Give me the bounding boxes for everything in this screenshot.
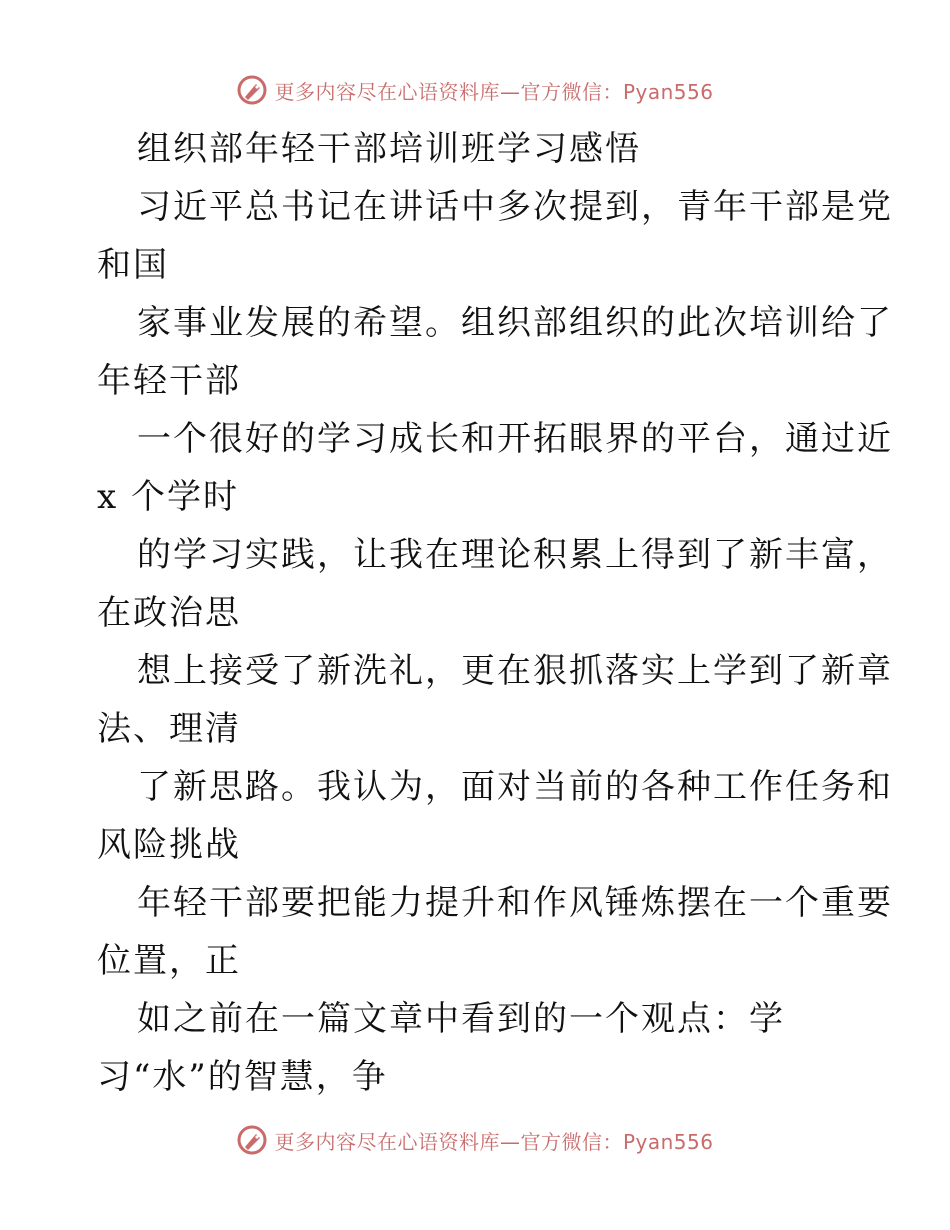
pen-nib-icon	[236, 1124, 268, 1156]
document-body	[97, 120, 893, 1106]
text-line: 的学习实践，让我在理论积累上得到了新丰富，	[137, 535, 893, 575]
text-line: 一个很好的学习成长和开拓眼界的平台，通过近	[137, 419, 893, 459]
banner-text: 更多内容尽在心语资料库—官方微信：Pyan556	[274, 1129, 714, 1154]
text-line: 风险挑战	[97, 825, 241, 865]
document-title: 组织部年轻干部培训班学习感悟	[137, 129, 641, 169]
text-line: x 个学时	[97, 477, 239, 517]
text-line: 在政治思	[97, 593, 241, 633]
text-line: 年轻干部要把能力提升和作风锤炼摆在一个重要	[137, 883, 893, 923]
text-line: 想上接受了新洗礼，更在狠抓落实上学到了新章	[137, 651, 893, 691]
text-line: 了新思路。我认为，面对当前的各种工作任务和	[137, 767, 893, 807]
pen-nib-icon	[236, 74, 268, 106]
text-line: 习近平总书记在讲话中多次提到，青年干部是党	[137, 187, 893, 227]
text-line: 和国	[97, 245, 169, 285]
header-banner	[0, 70, 950, 110]
text-line: 如之前在一篇文章中看到的一个观点：学	[137, 999, 785, 1039]
text-line: 家事业发展的希望。组织部组织的此次培训给了	[137, 303, 893, 343]
text-line: 法、理清	[97, 709, 241, 749]
text-line: 位置，正	[97, 941, 241, 981]
banner-text: 更多内容尽在心语资料库—官方微信：Pyan556	[274, 79, 714, 104]
text-line: 年轻干部	[97, 361, 241, 401]
text-line: 习“水”的智慧，争	[97, 1057, 388, 1097]
footer-banner	[0, 1120, 950, 1160]
